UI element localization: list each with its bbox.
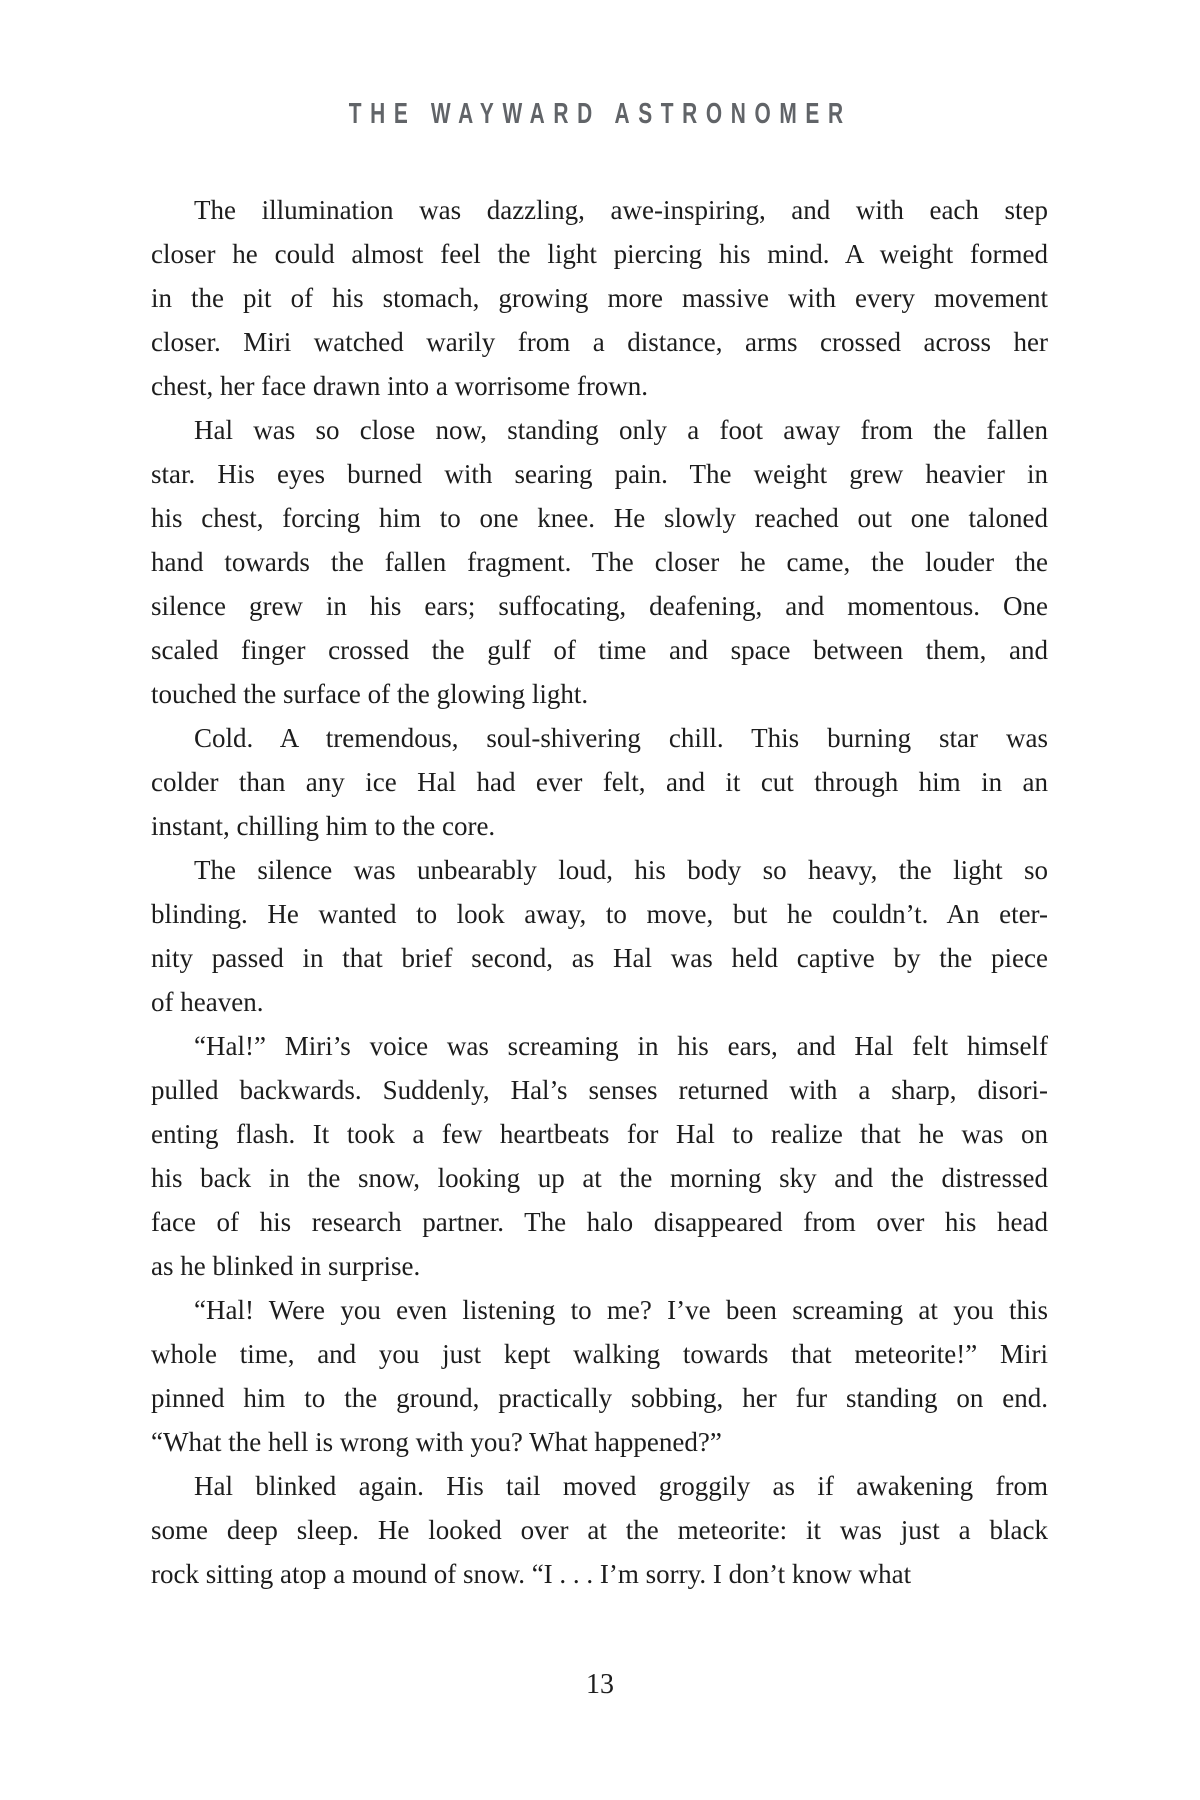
text-line: in the pit of his stomach, growing more massive with every movement: [151, 283, 1048, 313]
text-line: his chest, forcing him to one knee. He slowly reached out one taloned: [151, 503, 1048, 533]
page-number: [0, 1668, 1200, 1702]
text-line: “Hal! Were you even listening to me? I’ve been screaming at you this: [194, 1295, 1048, 1325]
text-line: scaled finger crossed the gulf of time and space between them, and: [151, 635, 1048, 665]
text-line: enting flash. It took a few heartbeats for Hal to realize that he was on: [151, 1119, 1048, 1149]
text-line: chest, her face drawn into a worrisome frown.: [151, 371, 649, 401]
text-line: some deep sleep. He looked over at the meteorite: it was just a black: [151, 1515, 1048, 1545]
paragraph: [151, 1024, 1048, 1288]
text-line: pulled backwards. Suddenly, Hal’s senses returned with a sharp, disori-: [151, 1075, 1048, 1105]
text-line: pinned him to the ground, practically sobbing, her fur standing on end.: [151, 1383, 1048, 1413]
text-line: instant, chilling him to the core.: [151, 811, 496, 841]
text-line: “Hal!” Miri’s voice was screaming in his ears, and Hal felt himself: [194, 1031, 1048, 1061]
text-line: closer. Miri watched warily from a distance, arms crossed across her: [151, 327, 1048, 357]
text-line: The illumination was dazzling, awe-inspiring, and with each step: [194, 195, 1048, 225]
text-line: colder than any ice Hal had ever felt, and it cut through him in an: [151, 767, 1048, 797]
text-line: his back in the snow, looking up at the morning sky and the distressed: [151, 1163, 1048, 1193]
text-line: touched the surface of the glowing light.: [151, 679, 589, 709]
paragraph: [151, 716, 1048, 848]
text-line: hand towards the fallen fragment. The closer he came, the louder the: [151, 547, 1048, 577]
text-line: rock sitting atop a mound of snow. “I . . . I’m sorry. I don’t know what: [151, 1559, 912, 1589]
text-block: [151, 188, 1048, 1596]
paragraph: [151, 1288, 1048, 1464]
running-head: [0, 97, 1200, 136]
text-line: of heaven.: [151, 987, 264, 1017]
text-line: closer he could almost feel the light piercing his mind. A weight formed: [151, 239, 1048, 269]
text-line: silence grew in his ears; suffocating, deafening, and momentous. One: [151, 591, 1048, 621]
text-line: Hal blinked again. His tail moved groggily as if awakening from: [194, 1471, 1048, 1501]
paragraph: [151, 1464, 1048, 1596]
text-line: as he blinked in surprise.: [151, 1251, 421, 1281]
running-head-title: THE WAYWARD ASTRONOMER: [348, 98, 852, 130]
text-line: face of his research partner. The halo disappeared from over his head: [151, 1207, 1048, 1237]
text-line: The silence was unbearably loud, his body so heavy, the light so: [194, 855, 1048, 885]
text-line: Cold. A tremendous, soul-shivering chill. This burning star was: [194, 723, 1048, 753]
page-number-value: 13: [586, 1669, 614, 1700]
text-line: blinding. He wanted to look away, to move, but he couldn’t. An eter-: [151, 899, 1048, 929]
text-line: nity passed in that brief second, as Hal was held captive by the piece: [151, 943, 1048, 973]
text-line: Hal was so close now, standing only a foot away from the fallen: [194, 415, 1048, 445]
paragraph: [151, 188, 1048, 408]
text-line: star. His eyes burned with searing pain. The weight grew heavier in: [151, 459, 1048, 489]
paragraph: [151, 408, 1048, 716]
text-line: whole time, and you just kept walking towards that meteorite!” Miri: [151, 1339, 1048, 1369]
text-line: “What the hell is wrong with you? What happened?”: [151, 1427, 722, 1457]
paragraph: [151, 848, 1048, 1024]
